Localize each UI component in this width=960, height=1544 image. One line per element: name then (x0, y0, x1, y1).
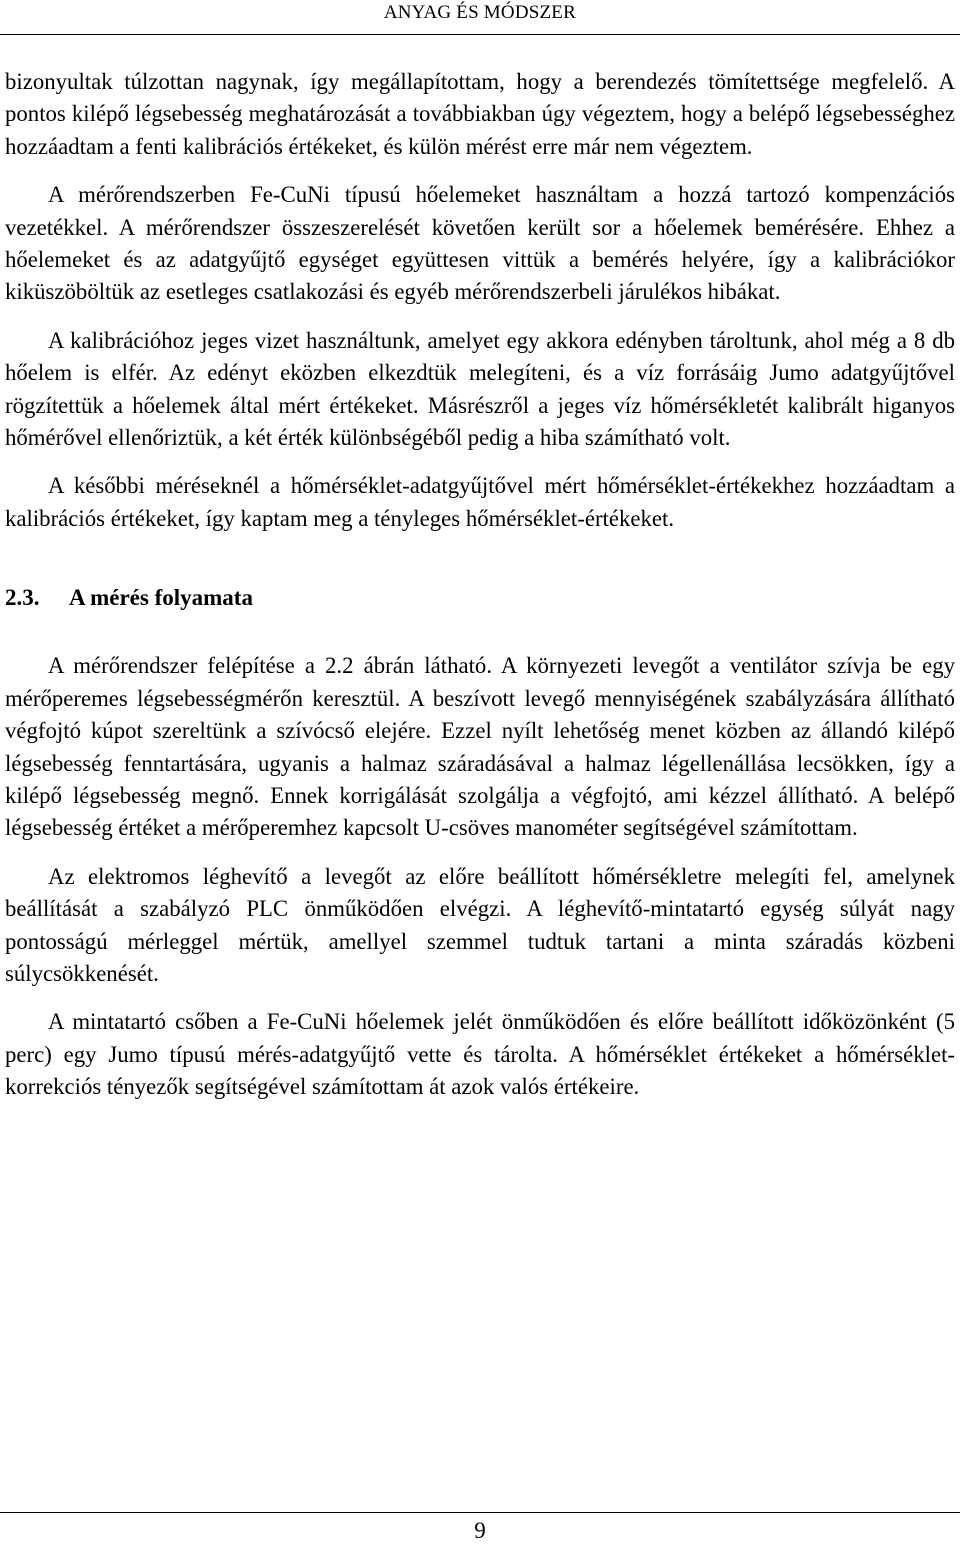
body-paragraph: A mérőrendszer felépítése a 2.2 ábrán látható. A környezeti levegőt a ventilátor szívja be egy mérőperemes légsebességmérőn keresztül. A beszívott levegő mennyiségének szabályzására állítható végfojtó kúpot szereltünk a szívócső elejére. Ezzel nyílt lehetőség menet közben az állandó kilépő légsebesség fenntartására, ugyanis a halmaz száradásával a halmaz légellenállása lecsökken, így a kilépő légsebesség megnő. Ennek korrigálását szolgálja a végfojtó, ami kézzel állítható. A belépő légsebesség értéket a mérőperemhez kapcsolt U-csöves manométer segítségével számítottam. (5, 653, 955, 841)
body-paragraph: A mintatartó csőben a Fe-CuNi hőelemek jelét önműködően és előre beállított időközönként (5 perc) egy Jumo típusú mérés-adatgyűjtő vette és tárolta. A hőmérséklet értékeket a hőmérséklet-korrekciós tényezők segítségével számítottam át azok valós értékeire. (5, 1009, 955, 1100)
section-number: 2.3. (5, 585, 40, 611)
section-title: A mérés folyamata (69, 585, 253, 611)
running-header-title: ANYAG ÉS MÓDSZER (383, 2, 576, 23)
page-body (5, 66, 955, 1120)
footer-divider (0, 1512, 960, 1513)
body-paragraph: bizonyultak túlzottan nagynak, így megállapítottam, hogy a berendezés tömítettsége megfelelő. A pontos kilépő légsebesség meghatározását a továbbiakban úgy végeztem, hogy a belépő légsebességhez hozzáadtam a fenti kalibrációs értékeket, és külön mérést erre már nem végeztem. (5, 69, 955, 159)
header-divider (0, 34, 960, 35)
section-heading (5, 582, 955, 614)
body-paragraph: Az elektromos léghevítő a levegőt az előre beállított hőmérsékletre melegíti fel, amelynek beállítását a szabályzó PLC önműködően elvégzi. A léghevítő-mintatartó egység súlyát nagy pontosságú mérleggel mértük, amellyel szemmel tudtuk tartani a minta száradás közbeni súlycsökkenését. (5, 863, 955, 986)
body-paragraph: A későbbi méréseknél a hőmérséklet-adatgyűjtővel mért hőmérséklet-értékekhez hozzáadtam a kalibrációs értékeket, így kaptam meg a tényleges hőmérséklet-értékeket. (5, 473, 955, 531)
body-paragraph: A kalibrációhoz jeges vizet használtunk, amelyet egy akkora edényben tároltunk, ahol még a 8 db hőelem is elfér. Az edényt eközben elkezdtük melegíteni, és a víz forrásáig Jumo adatgyűjtővel rögzítettük a hőelemek által mért értékeket. Másrészről a jeges víz hőmérsékletét kalibrált higanyos hőmérővel ellenőriztük, a két érték különbségéből pedig a hiba számítható volt. (5, 327, 955, 451)
body-paragraph: A mérőrendszerben Fe-CuNi típusú hőelemeket használtam a hozzá tartozó kompenzációs vezetékkel. A mérőrendszer összeszerelését követően került sor a hőelemek bemérésére. Ehhez a hőelemeket és az adatgyűjtő egységet együttesen vittük a bemérés helyére, így a kalibrációkor kiküszöböltük az esetleges csatlakozási és egyéb mérőrendszerbeli járulékos hibákat. (5, 182, 955, 305)
page-number: 9 (474, 1518, 486, 1543)
running-header (384, 2, 576, 24)
